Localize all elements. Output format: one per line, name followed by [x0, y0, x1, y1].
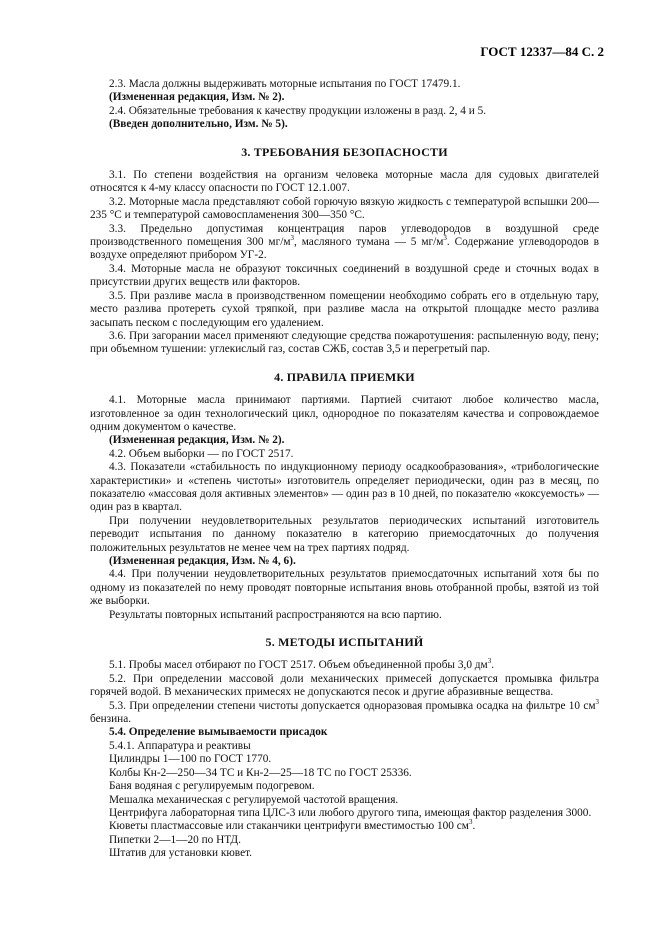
- paragraph-5-3-text: 5.3. При определении степени чистоты допускается одноразовая промывка осадка на фильтре 10 см: [109, 699, 596, 712]
- paragraph-5-1: [90, 659, 599, 672]
- list-item-stand: Штатив для установки кювет.: [109, 847, 252, 860]
- section-5-title: 5. МЕТОДЫ ИСПЫТАНИЙ: [265, 635, 424, 650]
- cuvettes-end: .: [472, 820, 476, 833]
- paragraph-4-2: 4.2. Объем выборки — по ГОСТ 2517.: [109, 447, 294, 460]
- paragraph-3-6: 3.6. При загорании масел применяют следующие средства пожаротушения: распыленную воду, пену; при объемном тушении: углекислый газ, состав СЖБ, состав 3,5 и перегретый пар.: [90, 329, 599, 356]
- paragraph-4-4: 4.4. При получении неудовлетворительных результатов приемосдаточных испытаний хотя бы по одному из показателей по нему проводят повторные испытания вновь отобранной пробы, взятой из той же выборки.: [90, 568, 599, 608]
- paragraph-5-4-1: 5.4.1. Аппаратура и реактивы: [109, 739, 251, 752]
- paragraph-3-5: 3.5. При разливе масла в производственном помещении необходимо собрать его в отдельную тару, место разлива протереть сухой тряпкой, при разливе масла на открытой площадке место разлива засыпать песком с последующим его удалением.: [90, 289, 599, 329]
- paragraph-5-2: 5.2. При определении массовой доли механических примесей допускается промывка фильтра горячей водой. В механических примесях не допускаются песок и другие абразивные вещества.: [90, 672, 599, 699]
- superscript-3: 3: [487, 657, 492, 666]
- note-revision: (Измененная редакция, Изм. № 2).: [109, 91, 285, 104]
- paragraph-5-1-end: .: [491, 659, 495, 672]
- paragraph-2-4: 2.4. Обязательные требования к качеству продукции изложены в разд. 2, 4 и 5.: [109, 104, 487, 117]
- note-revision: (Измененная редакция, Изм. № 2).: [109, 434, 285, 447]
- paragraph-5-3-end: бензина.: [90, 713, 132, 726]
- paragraph-3-1: 3.1. По степени воздействия на организм человека моторные масла для судовых двигателей относятся к 4-му классу опасности по ГОСТ 12.1.007.: [90, 169, 599, 195]
- paragraph-4-4-cont: Результаты повторных испытаний распространяются на всю партию.: [109, 608, 442, 621]
- paragraph-3-3-part1: 3.3. Предельно допустимая концентрация паров углеводородов в воздушной среде производственного помещения 300 мг/м: [90, 222, 599, 249]
- superscript-3: 3: [290, 234, 295, 243]
- paragraph-5-3: [90, 697, 599, 727]
- note-added: (Введен дополнительно, Изм. № 5).: [109, 118, 288, 131]
- paragraph-4-1: 4.1. Моторные масла принимают партиями. Партией считают любое количество масла, изготовленное за один технологический цикл, однородное по показателям качества и сопровождаемое одним документом о качестве.: [90, 394, 599, 433]
- heading-5-4: 5.4. Определение вымываемости присадок: [109, 726, 328, 739]
- superscript-3: 3: [595, 697, 599, 706]
- section-4-title: 4. ПРАВИЛА ПРИЕМКИ: [274, 369, 415, 384]
- list-item: Цилиндры 1—100 по ГОСТ 1770.: [109, 753, 272, 766]
- paragraph-5-1-text: 5.1. Пробы масел отбирают по ГОСТ 2517. Объем объединенной пробы 3,0 дм: [109, 659, 488, 672]
- page-header: ГОСТ 12337—84 С. 2: [480, 44, 604, 59]
- note-revision: (Измененная редакция, Изм. № 4, 6).: [109, 555, 296, 567]
- paragraph-3-3-part2: , масляного тумана — 5 мг/м: [294, 236, 444, 249]
- paragraph-4-3-cont: При получении неудовлетворительных результатов периодических испытаний изготовитель переводит испытания по данному показателю в категорию приемосдаточных до получения положительных результатов не менее чем на трех партиях подряд.: [90, 514, 599, 554]
- list-item-pipettes: Пипетки 2—1—20 по НТД.: [109, 833, 241, 846]
- list-item: Мешалка механическая с регулируемой частотой вращения.: [109, 793, 399, 806]
- paragraph-2-3: 2.3. Масла должны выдерживать моторные испытания по ГОСТ 17479.1.: [109, 78, 461, 90]
- list-item-cuvettes: [90, 820, 599, 833]
- superscript-3: 3: [468, 818, 473, 827]
- document-body: [90, 78, 599, 861]
- paragraph-3-3: [90, 223, 599, 263]
- cuvettes-text: Кюветы пластмассовые или стаканчики центрифуги вместимостью 100 см: [109, 820, 469, 833]
- superscript-3: 3: [443, 234, 447, 243]
- paragraph-3-2: 3.2. Моторные масла представляют собой горючую вязкую жидкость с температурой вспышки 200—235 °С и температурой самовоспламенения 300—350 °С.: [90, 195, 599, 222]
- paragraph-3-4: 3.4. Моторные масла не образуют токсичных соединений в воздушной среде и сточных водах в присутствии других веществ или факторов.: [90, 262, 599, 289]
- paragraph-3-3-part3: . Содержание углеводородов в воздухе определяют прибором УГ-2.: [90, 236, 599, 262]
- list-item: Колбы Кн-2—250—34 ТС и Кн-2—25—18 ТС по ГОСТ 25336.: [109, 766, 412, 779]
- paragraph-4-3: 4.3. Показатели «стабильность по индукционному периоду осадкообразования», «трибологические характеристики» и «степень чистоты» изготовитель определяет периодически, один раз в месяц, по показателю «массовая доля активных элементов» — один раз в 10 дней, по показателю «коксуемость» — один раз в квартал.: [90, 461, 599, 514]
- list-item-centrifuge: Центрифуга лабораторная типа ЦЛС-3 или любого другого типа, имеющая фактор разделения 3000.: [109, 806, 592, 819]
- section-3-title: 3. ТРЕБОВАНИЯ БЕЗОПАСНОСТИ: [241, 144, 448, 159]
- list-item: Баня водяная с регулируемым подогревом.: [109, 780, 315, 793]
